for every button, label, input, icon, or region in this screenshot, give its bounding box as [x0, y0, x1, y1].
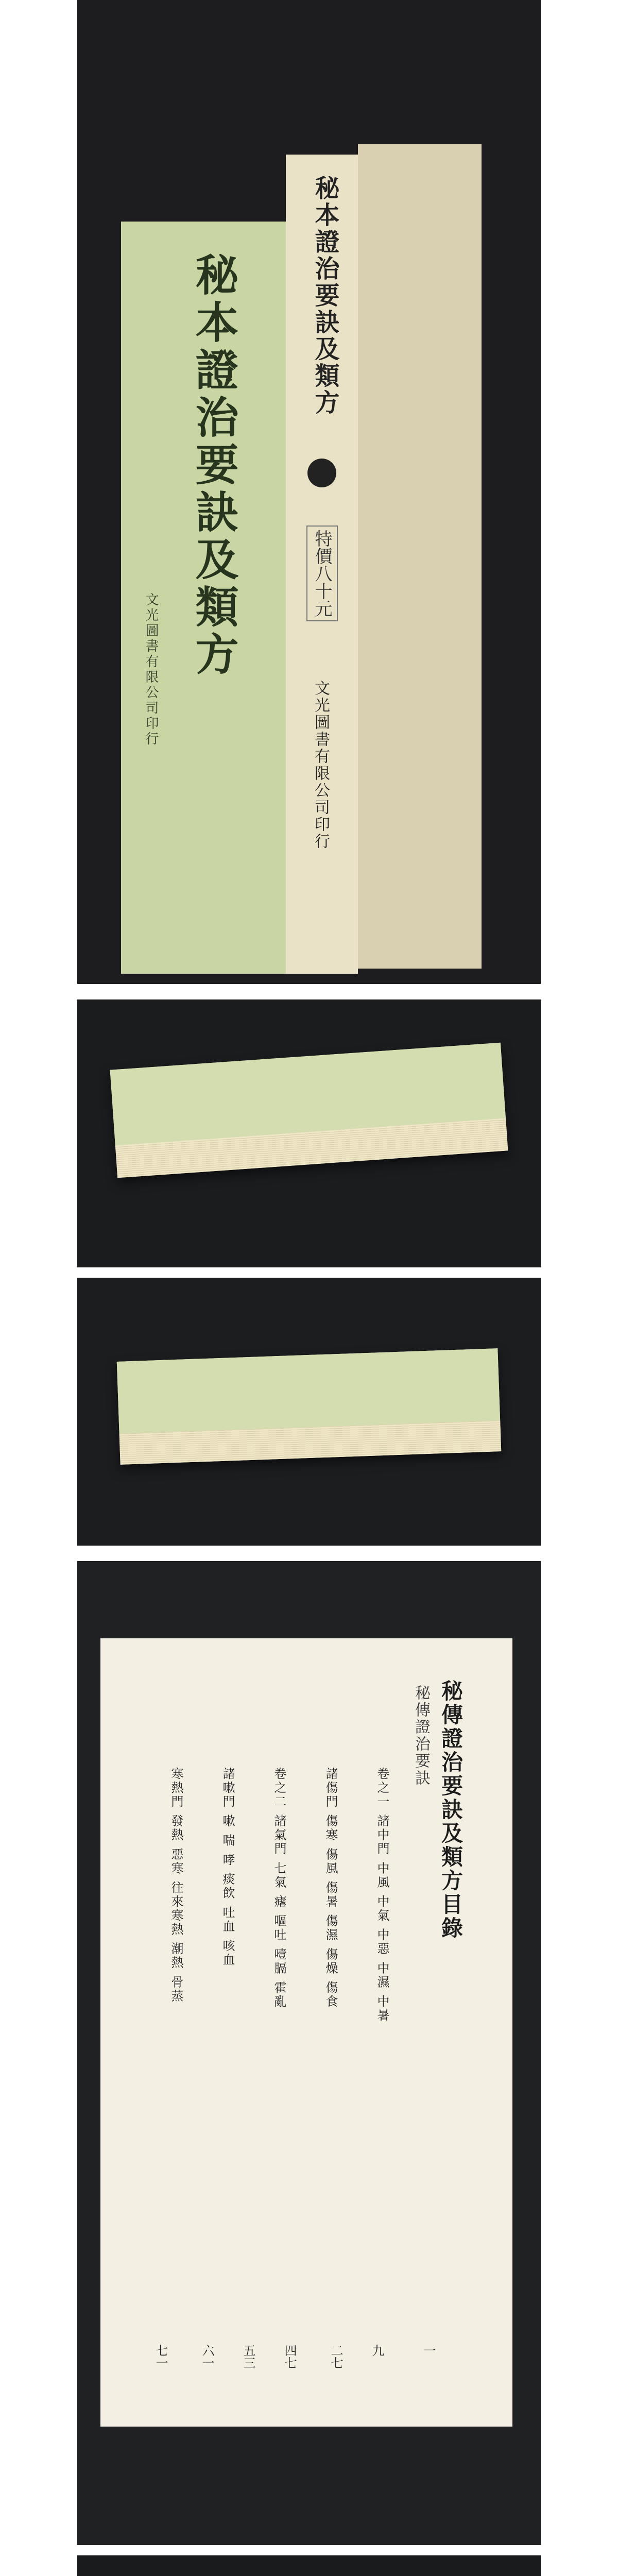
book-edge	[110, 1043, 508, 1178]
book-top	[117, 1348, 500, 1434]
toc-page-number: 四七	[282, 2344, 297, 2369]
toc-column: 卷之一 諸中門 中風 中氣 中惡 中濕 中暑	[375, 1767, 389, 2023]
cover-title: 秘本證治要訣及類方	[188, 252, 239, 679]
photo-book-side-1	[77, 999, 541, 1267]
toc-subtitle: 秘傳證治要訣	[412, 1685, 430, 1787]
spine-publisher: 文光圖書有限公司印行	[312, 680, 330, 850]
toc-title: 秘傳證治要訣及類方目錄	[438, 1680, 464, 1940]
photo-open-book-1	[77, 2555, 541, 2576]
toc-page-number: 七一	[153, 2344, 168, 2369]
toc-column: 卷之二 諸氣門 七氣 瘧 嘔吐 噎膈 霍亂	[272, 1767, 286, 2009]
toc-column: 諸傷門 傷寒 傷風 傷暑 傷濕 傷燥 傷食	[323, 1767, 338, 2009]
back-cover	[358, 144, 482, 969]
toc-page-number: 五三	[241, 2344, 255, 2369]
toc-page-number: 六一	[200, 2344, 214, 2369]
photo-book-spine	[77, 0, 541, 984]
toc-column: 寒熱門 發熱 惡寒 往來寒熱 潮熱 骨蒸	[169, 1767, 183, 2004]
photo-book-side-2	[77, 1278, 541, 1546]
photo-table-of-contents	[77, 1561, 541, 2545]
cover-publisher: 文光圖書有限公司印行	[143, 592, 159, 747]
book-cover	[121, 222, 286, 974]
book-edge	[117, 1348, 502, 1465]
spine-title: 秘本證治要訣及類方	[311, 175, 339, 416]
toc-page-number: 一	[421, 2344, 436, 2357]
toc-page	[100, 1638, 512, 2427]
book-spine	[286, 155, 358, 974]
toc-page-number: 二七	[329, 2344, 343, 2369]
spine-price: 特價八十元	[306, 526, 338, 621]
publisher-logo-icon	[307, 459, 336, 487]
toc-column: 諸嗽門 嗽 喘 哮 痰飲 吐血 咳血	[220, 1767, 235, 1967]
toc-page-number: 九	[370, 2344, 384, 2357]
